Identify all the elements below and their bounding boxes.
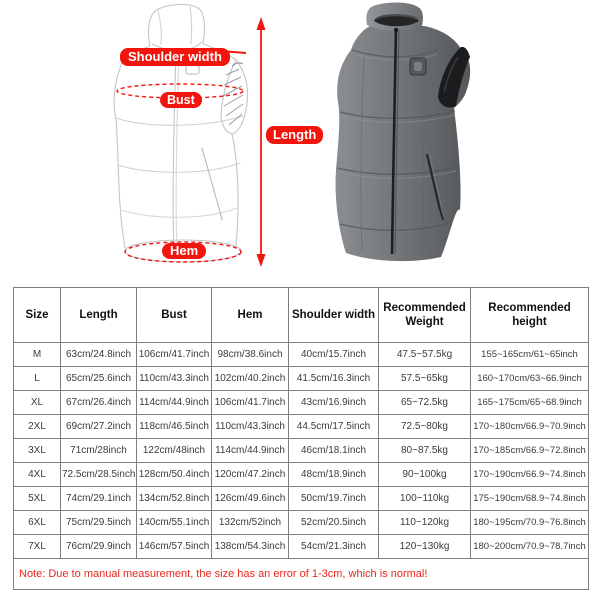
table-cell: 114cm/44.9inch — [212, 439, 289, 463]
table-cell: 74cm/29.1inch — [61, 487, 137, 511]
size-row-3xl — [14, 439, 589, 463]
table-cell: 41.5cm/16.3inch — [289, 367, 379, 391]
table-cell: 52cm/20.5inch — [289, 511, 379, 535]
table-cell: 170~180cm/66.9~70.9inch — [471, 415, 589, 439]
table-cell: 47.5~57.5kg — [379, 343, 471, 367]
table-cell: XL — [14, 391, 61, 415]
size-row-xl — [14, 391, 589, 415]
table-cell: 72.5cm/28.5inch — [61, 463, 137, 487]
size-table-header-row — [14, 288, 589, 343]
table-cell: 134cm/52.8inch — [137, 487, 212, 511]
table-cell: 75cm/29.5inch — [61, 511, 137, 535]
size-row-5xl — [14, 487, 589, 511]
table-cell: 155~165cm/61~65inch — [471, 343, 589, 367]
table-cell: 67cm/26.4inch — [61, 391, 137, 415]
table-cell: 50cm/19.7inch — [289, 487, 379, 511]
product-illustrations — [0, 0, 600, 285]
column-header: Shoulder width — [289, 288, 379, 343]
table-cell: 100~110kg — [379, 487, 471, 511]
table-cell: 180~195cm/70.9~76.8inch — [471, 511, 589, 535]
table-cell: 140cm/55.1inch — [137, 511, 212, 535]
shoulder-width-label: Shoulder width — [120, 48, 230, 66]
table-cell: 54cm/21.3inch — [289, 535, 379, 559]
table-cell: 76cm/29.9inch — [61, 535, 137, 559]
column-header: Size — [14, 288, 61, 343]
table-cell: 160~170cm/63~66.9inch — [471, 367, 589, 391]
hem-label: Hem — [162, 243, 206, 259]
table-cell: 57.5~65kg — [379, 367, 471, 391]
table-cell: 122cm/48inch — [137, 439, 212, 463]
table-cell: 114cm/44.9inch — [137, 391, 212, 415]
column-header: Bust — [137, 288, 212, 343]
table-cell: 102cm/40.2inch — [212, 367, 289, 391]
size-row-m — [14, 343, 589, 367]
table-cell: 2XL — [14, 415, 61, 439]
size-row-l — [14, 367, 589, 391]
table-cell: 90~100kg — [379, 463, 471, 487]
table-cell: 120cm/47.2inch — [212, 463, 289, 487]
table-cell: 170~185cm/66.9~72.8inch — [471, 439, 589, 463]
table-cell: 44.5cm/17.5inch — [289, 415, 379, 439]
table-cell: 80~87.5kg — [379, 439, 471, 463]
table-cell: 118cm/46.5inch — [137, 415, 212, 439]
size-table — [13, 287, 589, 590]
table-cell: 110cm/43.3inch — [212, 415, 289, 439]
table-cell: 175~190cm/68.9~74.8inch — [471, 487, 589, 511]
table-cell: M — [14, 343, 61, 367]
table-cell: 46cm/18.1inch — [289, 439, 379, 463]
table-cell: L — [14, 367, 61, 391]
measurement-note: Note: Due to manual measurement, the size has an error of 1-3cm, which is normal! — [14, 559, 589, 590]
table-cell: 146cm/57.5inch — [137, 535, 212, 559]
table-cell: 72.5~80kg — [379, 415, 471, 439]
bust-label: Bust — [160, 92, 202, 108]
size-row-4xl — [14, 463, 589, 487]
table-cell: 48cm/18.9inch — [289, 463, 379, 487]
table-cell: 65~72.5kg — [379, 391, 471, 415]
table-cell: 69cm/27.2inch — [61, 415, 137, 439]
table-cell: 63cm/24.8inch — [61, 343, 137, 367]
table-cell: 132cm/52inch — [212, 511, 289, 535]
column-header: Length — [61, 288, 137, 343]
table-cell: 106cm/41.7inch — [212, 391, 289, 415]
table-cell: 6XL — [14, 511, 61, 535]
column-header: Recommended height — [471, 288, 589, 343]
table-cell: 4XL — [14, 463, 61, 487]
table-cell: 40cm/15.7inch — [289, 343, 379, 367]
table-cell: 138cm/54.3inch — [212, 535, 289, 559]
table-cell: 65cm/25.6inch — [61, 367, 137, 391]
size-row-7xl — [14, 535, 589, 559]
column-header: Hem — [212, 288, 289, 343]
table-cell: 170~190cm/66.9~74.8inch — [471, 463, 589, 487]
table-cell: 165~175cm/65~68.9inch — [471, 391, 589, 415]
table-cell: 120~130kg — [379, 535, 471, 559]
table-cell: 106cm/41.7inch — [137, 343, 212, 367]
column-header: Recommended Weight — [379, 288, 471, 343]
table-cell: 180~200cm/70.9~78.7inch — [471, 535, 589, 559]
table-cell: 7XL — [14, 535, 61, 559]
table-cell: 98cm/38.6inch — [212, 343, 289, 367]
table-cell: 110cm/43.3inch — [137, 367, 212, 391]
table-cell: 71cm/28inch — [61, 439, 137, 463]
table-cell: 43cm/16.9inch — [289, 391, 379, 415]
size-row-2xl — [14, 415, 589, 439]
note-row — [14, 559, 589, 590]
size-row-6xl — [14, 511, 589, 535]
table-cell: 110~120kg — [379, 511, 471, 535]
table-cell: 5XL — [14, 487, 61, 511]
table-cell: 126cm/49.6inch — [212, 487, 289, 511]
length-label: Length — [266, 126, 323, 144]
table-cell: 3XL — [14, 439, 61, 463]
table-cell: 128cm/50.4inch — [137, 463, 212, 487]
